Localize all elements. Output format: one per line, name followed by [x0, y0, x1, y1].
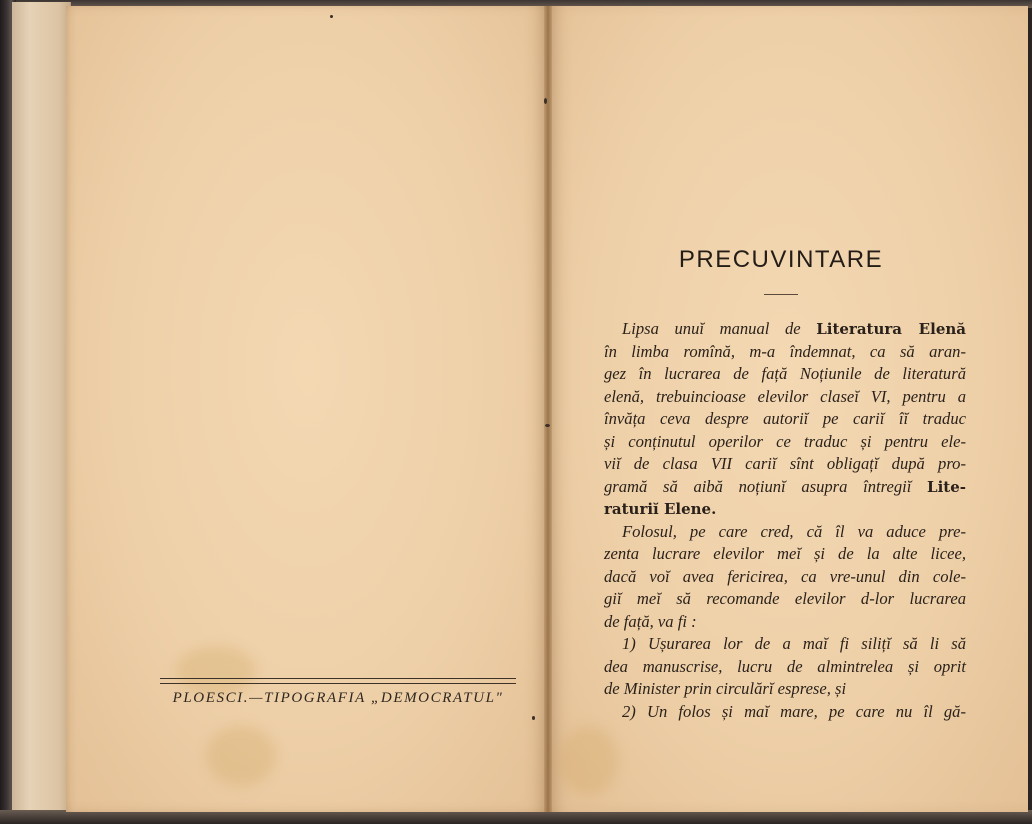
- text-line: de față, va fi :: [604, 611, 697, 631]
- text-line: viĭ de clasa VII cariĭ sînt obligațĭ după pro-: [604, 454, 966, 473]
- imprint-double-rule: [160, 678, 516, 684]
- text-line: 1) Ușurarea lor de a maĭ fi silițĭ să li să: [622, 634, 966, 653]
- text-line: raturiĭ Elene.: [604, 500, 717, 518]
- book-spine-gutter: [544, 6, 552, 812]
- text-line: elenă, trebuincioase elevilor claseĭ VI, pentru a: [604, 386, 966, 406]
- text-line: gramă să aibă noțiunĭ asupra întregiĭ Lite-: [604, 476, 966, 496]
- text-line: 2) Un folos și maĭ mare, pe care nu îl gă-: [622, 701, 966, 721]
- imprint-text: PLOESCI.—TIPOGRAFIA „DEMOCRATUL": [172, 690, 504, 706]
- text-line: giĭ meĭ să recomande elevilor d-lor lucrarea: [604, 589, 966, 608]
- foreword-text: [604, 318, 966, 723]
- text-line: de Minister prin circulărĭ esprese, și: [604, 679, 847, 698]
- text-line: dea manuscrise, lucru de almintrelea și oprit: [604, 656, 966, 676]
- book-bottom-edge: [0, 810, 1032, 824]
- page-title: PRECUVINTARE: [678, 246, 884, 273]
- heading-divider: [764, 294, 798, 295]
- text-line: învăța ceva despre autoriĭ pe cariĭ îĭ traduc: [604, 409, 966, 428]
- text-line: Folosul, pe care cred, că îl va aduce pre-: [622, 521, 966, 541]
- cover-inner-edge: [12, 2, 71, 812]
- text-line: gez în lucrarea de față Noțiunile de literatură: [604, 364, 966, 383]
- text-line: în limba romînă, m-a îndemnat, ca să aran-: [604, 341, 966, 361]
- printer-imprint: [160, 678, 516, 707]
- text-line: Lipsa unuĭ manual de Literatura Elenă: [622, 319, 966, 338]
- text-line: și conținutul operilor ce traduc și pentru ele-: [604, 431, 966, 451]
- text-line: zenta lucrare elevilor meĭ și de la alte licee,: [604, 544, 966, 563]
- text-line: dacă voĭ avea fericirea, ca vre-unul din cole-: [604, 566, 966, 586]
